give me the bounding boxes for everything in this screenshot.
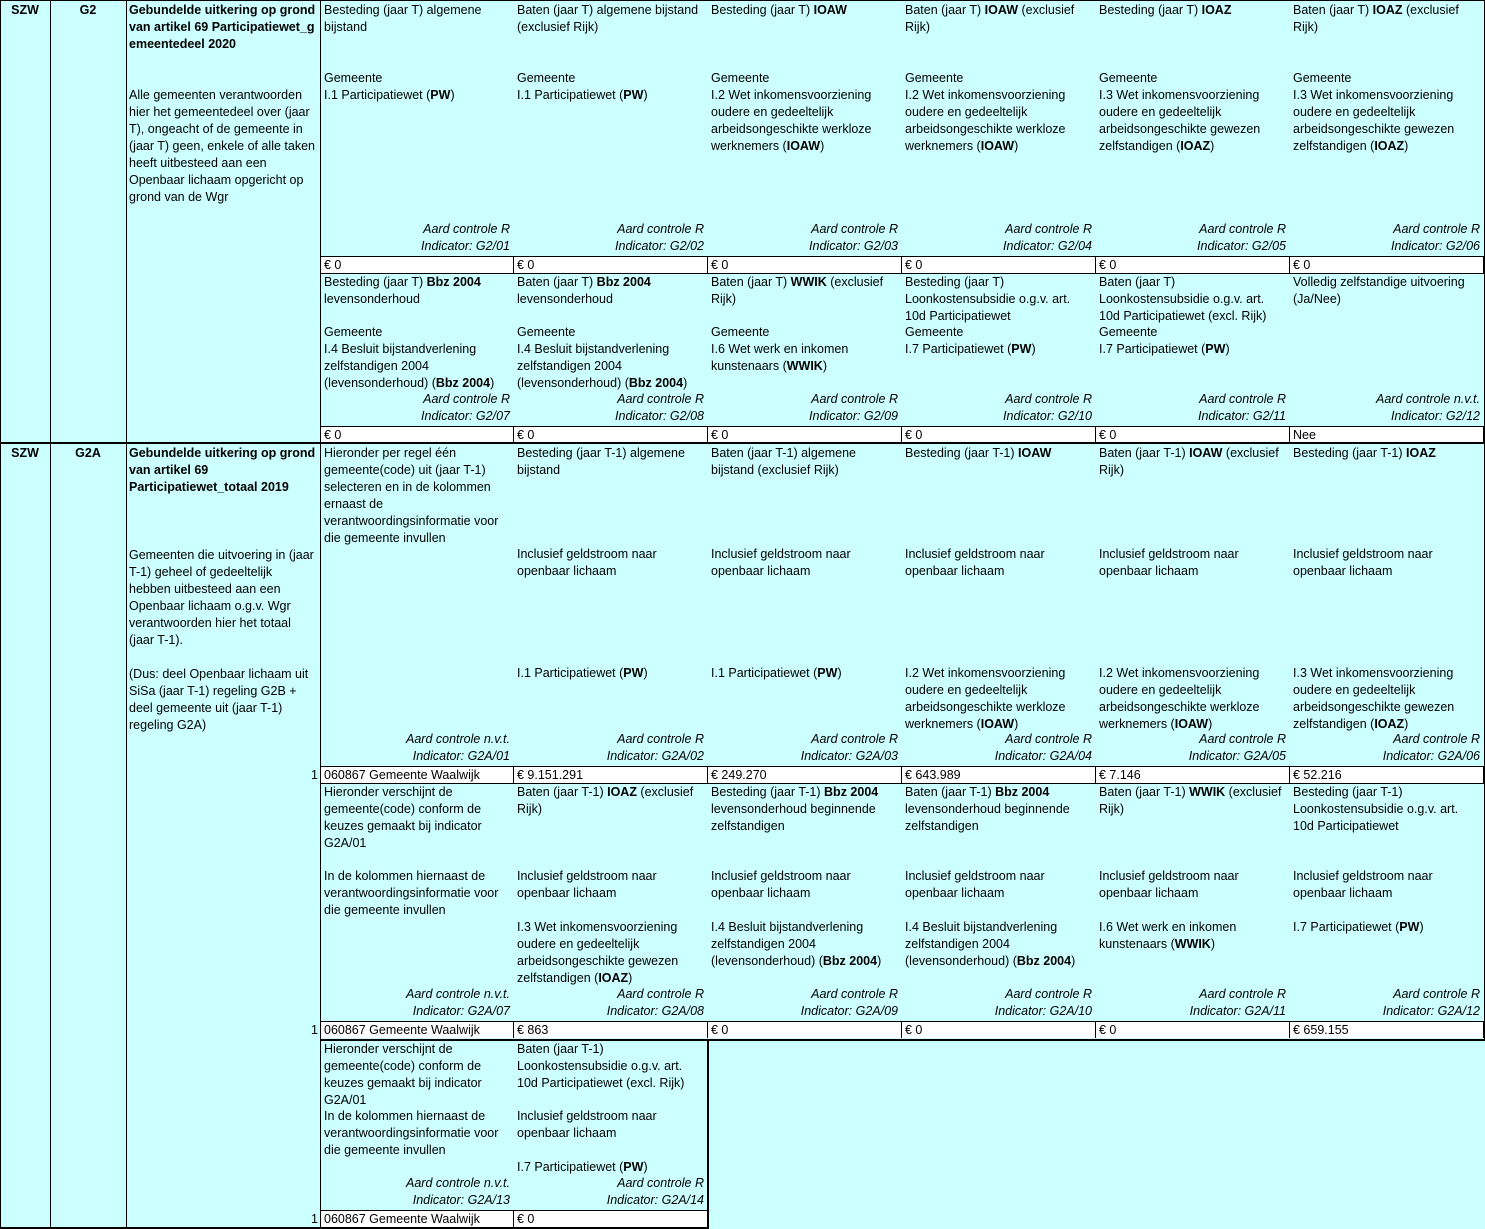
indicator-cell-g2a-5	[1096, 444, 1290, 767]
indicator-code: Indicator: G2A/06	[1382, 749, 1480, 763]
aard-controle: Aard controle R	[617, 732, 704, 746]
control-indicator	[1003, 221, 1092, 255]
control-indicator	[1198, 391, 1286, 425]
cell-sublabel: Inclusief geldstroom naar openbaar lichaam	[711, 547, 855, 578]
cell-regulation: I.2 Wet inkomensvoorziening oudere en gedeeltelijk arbeidsongeschikte werkloze werknemers (IOAW)	[905, 666, 1069, 731]
aard-controle: Aard controle R	[1005, 392, 1092, 406]
indicator-code: Indicator: G2A/07	[412, 1004, 510, 1018]
control-indicator	[1003, 391, 1092, 425]
indicator-code: Indicator: G2/10	[1003, 409, 1092, 423]
value-input[interactable]: € 643.989	[902, 766, 1096, 783]
grid-line	[320, 1039, 1485, 1041]
grid-line	[320, 0, 321, 1229]
indicator-code: Indicator: G2/02	[615, 239, 704, 253]
regulation-note: (Dus: deel Openbaar lichaam uit SiSa (jaar T-1) regeling G2B + deel gemeente uit (jaar T-1) regeling G2A)	[129, 667, 309, 732]
aard-controle: Aard controle R	[1393, 222, 1480, 236]
control-indicator	[1376, 391, 1480, 425]
cell-sublabel: Gemeente	[517, 71, 576, 85]
control-indicator	[615, 221, 704, 255]
indicator-cell-g2-3	[708, 1, 902, 257]
cell-sublabel: Gemeente	[1293, 71, 1352, 85]
aard-controle: Aard controle R	[617, 1176, 704, 1190]
grid-line	[707, 1040, 709, 1229]
regulation-code: G2	[79, 3, 97, 17]
cell-label: Baten (jaar T) IOAW (exclusief Rijk)	[905, 3, 1078, 34]
control-indicator	[406, 986, 510, 1020]
aard-controle: Aard controle R	[811, 392, 898, 406]
cell-regulation: I.3 Wet inkomensvoorziening oudere en gedeeltelijk arbeidsongeschikte gewezen zelfstandigen (IOAZ)	[1099, 88, 1264, 153]
cell-label: Besteding (jaar T) algemene bijstand	[324, 3, 485, 34]
regulation-title: Gebundelde uitkering op grond van artikel 69 Participatiewet_gemeentedeel 2020	[129, 3, 316, 51]
cell-regulation: I.3 Wet inkomensvoorziening oudere en gedeeltelijk arbeidsongeschikte gewezen zelfstandigen (IOAZ)	[1293, 666, 1458, 731]
cell-regulation: I.4 Besluit bijstandverlening zelfstandigen 2004 (levensonderhoud) (Bbz 2004)	[905, 920, 1076, 968]
cell-regulation: I.2 Wet inkomensvoorziening oudere en gedeeltelijk arbeidsongeschikte werkloze werknemers (IOAW)	[711, 88, 875, 153]
indicator-code: Indicator: G2A/04	[994, 749, 1092, 763]
indicator-cell-g2-7	[321, 273, 514, 427]
grid-line	[320, 783, 1485, 784]
cell-sublabel: Gemeente	[517, 325, 576, 339]
value-input[interactable]: € 0	[708, 426, 902, 443]
indicator-cell-g2-5	[1096, 1, 1290, 257]
grid-line	[50, 0, 51, 1229]
indicator-code: Indicator: G2A/08	[606, 1004, 704, 1018]
indicator-code: Indicator: G2/09	[809, 409, 898, 423]
cell-label: Baten (jaar T) Loonkostensubsidie o.g.v. art. 10d Participatiewet (excl. Rijk)	[1099, 275, 1268, 323]
indicator-cell-g2a-4	[902, 444, 1096, 767]
cell-sublabel: Gemeente	[711, 325, 770, 339]
cell-regulation: I.7 Participatiewet (PW)	[905, 342, 1036, 356]
indicator-code: Indicator: G2A/01	[412, 749, 510, 763]
value-input[interactable]: € 9.151.291	[514, 766, 708, 783]
cell-regulation: I.6 Wet werk en inkomen kunstenaars (WWIK)	[1099, 920, 1240, 951]
indicator-cell-g2a-10	[902, 783, 1096, 1022]
indicator-cell-g2a-11	[1096, 783, 1290, 1022]
cell-regulation: I.2 Wet inkomensvoorziening oudere en gedeeltelijk arbeidsongeschikte werkloze werknemers (IOAW)	[905, 88, 1069, 153]
control-indicator	[406, 1175, 510, 1209]
regulation-code: G2A	[75, 446, 101, 460]
value-input[interactable]: € 7.146	[1096, 766, 1290, 783]
grid-line	[0, 442, 1485, 444]
indicator-code: Indicator: G2A/05	[1188, 749, 1286, 763]
indicator-code: Indicator: G2/07	[421, 409, 510, 423]
value-input[interactable]: € 0	[708, 256, 902, 273]
aard-controle: Aard controle R	[811, 222, 898, 236]
indicator-cell-g2a-2	[514, 444, 708, 767]
control-indicator	[421, 221, 510, 255]
value-input[interactable]: Nee	[1290, 426, 1484, 443]
cell-sublabel: Inclusief geldstroom naar openbaar lichaam	[1293, 547, 1437, 578]
cell-label: Besteding (jaar T) IOAZ	[1099, 3, 1232, 17]
indicator-code: Indicator: G2/03	[809, 239, 898, 253]
aard-controle: Aard controle R	[1199, 987, 1286, 1001]
aard-controle: Aard controle R	[423, 222, 510, 236]
aard-controle: Aard controle R	[1199, 392, 1286, 406]
indicator-cell-g2a-9	[708, 783, 902, 1022]
value-input[interactable]: € 52.216	[1290, 766, 1484, 783]
value-input[interactable]: € 0	[1096, 1021, 1290, 1038]
cell-regulation: I.7 Participatiewet (PW)	[517, 1160, 648, 1174]
cell-label: Baten (jaar T-1) algemene bijstand (exclusief Rijk)	[711, 446, 860, 477]
control-indicator	[801, 731, 898, 765]
aard-controle: Aard controle R	[1005, 987, 1092, 1001]
indicator-cell-g2-2	[514, 1, 708, 257]
indicator-code: Indicator: G2A/03	[800, 749, 898, 763]
cell-label: Baten (jaar T-1) Bbz 2004 levensonderhoud beginnende zelfstandigen	[905, 785, 1074, 833]
ministry-code: SZW	[11, 3, 39, 17]
value-input[interactable]: 060867 Gemeente Waalwijk	[321, 1021, 514, 1038]
indicator-cell-g2a-6	[1290, 444, 1484, 767]
cell-sublabel: Gemeente	[1099, 325, 1158, 339]
indicator-cell-g2a-13	[321, 1040, 514, 1211]
control-indicator	[1383, 986, 1480, 1020]
value-input[interactable]: 060867 Gemeente Waalwijk	[321, 1210, 514, 1227]
value-input[interactable]: € 0	[902, 426, 1096, 443]
grid-line	[0, 0, 1485, 1]
indicator-code: Indicator: G2/12	[1391, 409, 1480, 423]
control-indicator	[809, 391, 898, 425]
control-indicator	[1383, 731, 1480, 765]
cell-regulation: I.4 Besluit bijstandverlening zelfstandigen 2004 (levensonderhoud) (Bbz 2004)	[711, 920, 882, 968]
indicator-cell-g2-10	[902, 273, 1096, 427]
cell-label: Besteding (jaar T-1) Bbz 2004 levensonderhoud beginnende zelfstandigen	[711, 785, 882, 833]
cell-sublabel: Gemeente	[1099, 71, 1158, 85]
cell-sublabel: Gemeente	[905, 325, 964, 339]
indicator-code: Indicator: G2A/09	[800, 1004, 898, 1018]
grid-line	[320, 273, 1485, 274]
regulation-title: Gebundelde uitkering op grond van artikel 69 Participatiewet_totaal 2019	[129, 446, 316, 494]
aard-controle: Aard controle R	[423, 392, 510, 406]
indicator-cell-g2-12	[1290, 273, 1484, 427]
cell-label: Baten (jaar T) WWIK (exclusief Rijk)	[711, 275, 887, 306]
cell-sublabel: Inclusief geldstroom naar openbaar lichaam	[517, 547, 661, 578]
control-indicator	[607, 986, 704, 1020]
indicator-code: Indicator: G2/06	[1391, 239, 1480, 253]
cell-label: Besteding (jaar T-1) Loonkostensubsidie o.g.v. art. 10d Participatiewet	[1293, 785, 1462, 833]
cell-sublabel: Inclusief geldstroom naar openbaar lichaam	[1099, 869, 1243, 900]
value-input[interactable]: € 863	[514, 1021, 708, 1038]
control-indicator	[995, 986, 1092, 1020]
value-input[interactable]: € 0	[902, 1021, 1096, 1038]
cell-regulation: I.1 Participatiewet (PW)	[711, 666, 842, 680]
cell-label: Baten (jaar T-1) WWIK (exclusief Rijk)	[1099, 785, 1285, 816]
grid-line	[126, 0, 127, 1229]
control-indicator	[607, 1175, 704, 1209]
indicator-code: Indicator: G2A/02	[606, 749, 704, 763]
aard-controle: Aard controle n.v.t.	[406, 987, 510, 1001]
value-input[interactable]: € 0	[514, 426, 708, 443]
control-indicator	[1197, 221, 1286, 255]
cell-sublabel: Inclusief geldstroom naar openbaar lichaam	[905, 869, 1049, 900]
cell-regulation: I.4 Besluit bijstandverlening zelfstandigen 2004 (levensonderhoud) (Bbz 2004)	[324, 342, 495, 390]
aard-controle: Aard controle R	[1005, 732, 1092, 746]
cell-regulation: I.3 Wet inkomensvoorziening oudere en gedeeltelijk arbeidsongeschikte gewezen zelfstandigen (IOAZ)	[1293, 88, 1458, 153]
aard-controle: Aard controle R	[617, 222, 704, 236]
cell-sublabel: Inclusief geldstroom naar openbaar lichaam	[1099, 547, 1243, 578]
aard-controle: Aard controle R	[811, 987, 898, 1001]
aard-controle: Aard controle n.v.t.	[406, 1176, 510, 1190]
indicator-cell-g2-9	[708, 273, 902, 427]
indicator-code: Indicator: G2/05	[1197, 239, 1286, 253]
cell-label: Besteding (jaar T) Bbz 2004 levensonderhoud	[324, 275, 485, 306]
indicator-cell-g2-8	[514, 273, 708, 427]
cell-label: Baten (jaar T-1) Loonkostensubsidie o.g.v. art. 10d Participatiewet (excl. Rijk)	[517, 1042, 686, 1090]
cell-sublabel: Gemeente	[324, 71, 383, 85]
cell-sublabel: Inclusief geldstroom naar openbaar lichaam	[517, 869, 661, 900]
indicator-cell-g2a-14	[514, 1040, 708, 1211]
cell-regulation: I.1 Participatiewet (PW)	[517, 666, 648, 680]
control-indicator	[1190, 986, 1286, 1020]
aard-controle: Aard controle R	[617, 392, 704, 406]
cell-label: Volledig zelfstandige uitvoering (Ja/Nee)	[1293, 275, 1469, 306]
cell-label: Baten (jaar T) IOAZ (exclusief Rijk)	[1293, 3, 1463, 34]
indicator-code: Indicator: G2/04	[1003, 239, 1092, 253]
indicator-code: Indicator: G2A/11	[1189, 1004, 1286, 1018]
cell-sublabel: Gemeente	[324, 325, 383, 339]
value-input[interactable]: € 0	[514, 1210, 708, 1227]
control-indicator	[421, 391, 510, 425]
regulation-description: Gemeenten die uitvoering in (jaar T-1) geheel of gedeeltelijk hebben uitbesteed aan een Openbaar lichaam o.g.v. Wgr verantwoorden hier het totaal (jaar T-1).	[129, 548, 314, 647]
indicator-code: Indicator: G2/11	[1197, 409, 1286, 423]
control-indicator	[1391, 221, 1480, 255]
indicator-cell-g2-6	[1290, 1, 1484, 257]
control-indicator	[1189, 731, 1286, 765]
cell-regulation: I.7 Participatiewet (PW)	[1293, 920, 1424, 934]
cell-label: Besteding (jaar T-1) IOAW	[905, 446, 1052, 460]
cell-label: Besteding (jaar T) Loonkostensubsidie o.g.v. art. 10d Participatiewet	[905, 275, 1074, 323]
ministry-code: SZW	[11, 446, 39, 460]
indicator-code: Indicator: G2A/12	[1382, 1004, 1480, 1018]
cell-sublabel: Inclusief geldstroom naar openbaar lichaam	[905, 547, 1049, 578]
value-input[interactable]: 060867 Gemeente Waalwijk	[321, 766, 514, 783]
value-input[interactable]: € 0	[708, 1021, 902, 1038]
aard-controle: Aard controle R	[1199, 732, 1286, 746]
aard-controle: Aard controle R	[811, 732, 898, 746]
value-input[interactable]: € 0	[1290, 256, 1484, 273]
indicator-cell-g2-11	[1096, 273, 1290, 427]
aard-controle: Aard controle R	[1005, 222, 1092, 236]
control-indicator	[607, 731, 704, 765]
cell-sublabel: Gemeente	[905, 71, 964, 85]
cell-sublabel: Inclusief geldstroom naar openbaar lichaam	[1293, 869, 1437, 900]
indicator-cell-g2a-3	[708, 444, 902, 767]
cell-label: Hieronder verschijnt de gemeente(code) conform de keuzes gemaakt bij indicator G2A/01	[324, 785, 486, 850]
aard-controle: Aard controle R	[1199, 222, 1286, 236]
value-input[interactable]: € 0	[1096, 426, 1290, 443]
cell-label: Besteding (jaar T-1) algemene bijstand	[517, 446, 689, 477]
cell-label: Baten (jaar T) Bbz 2004 levensonderhoud	[517, 275, 655, 306]
aard-controle: Aard controle R	[1393, 732, 1480, 746]
control-indicator	[406, 731, 510, 765]
indicator-code: Indicator: G2A/10	[994, 1004, 1092, 1018]
indicator-cell-g2a-8	[514, 783, 708, 1022]
regulation-description: Alle gemeenten verantwoorden hier het gemeentedeel over (jaar T), ongeacht of de gemeente in (jaar T) geen, enkele of alle taken heeft uitbesteed aan een Openbaar lichaam opgericht op grond van de Wgr	[129, 88, 315, 204]
value-input[interactable]: € 0	[321, 256, 514, 273]
cell-regulation: I.4 Besluit bijstandverlening zelfstandigen 2004 (levensonderhoud) (Bbz 2004)	[517, 342, 688, 390]
row-number: 1	[311, 1023, 318, 1037]
value-input[interactable]: € 249.270	[708, 766, 902, 783]
value-input[interactable]: € 0	[514, 256, 708, 273]
cell-label: Hieronder per regel één gemeente(code) uit (jaar T-1) selecteren en in de kolommen ernaast de verantwoordingsinformatie voor die gemeente invullen	[324, 446, 502, 545]
indicator-code: Indicator: G2/01	[421, 239, 510, 253]
cell-label: Besteding (jaar T-1) IOAZ	[1293, 446, 1436, 460]
indicator-cell-g2-4	[902, 1, 1096, 257]
cell-regulation: I.3 Wet inkomensvoorziening oudere en gedeeltelijk arbeidsongeschikte gewezen zelfstandigen (IOAZ)	[517, 920, 682, 985]
aard-controle: Aard controle R	[617, 987, 704, 1001]
value-input[interactable]: € 0	[902, 256, 1096, 273]
indicator-code: Indicator: G2A/13	[412, 1193, 510, 1207]
value-input[interactable]: € 0	[321, 426, 514, 443]
cell-sublabel: Gemeente	[711, 71, 770, 85]
value-input[interactable]: € 0	[1096, 256, 1290, 273]
indicator-code: Indicator: G2/08	[615, 409, 704, 423]
indicator-cell-g2-1	[321, 1, 514, 257]
cell-sublabel: Inclusief geldstroom naar openbaar lichaam	[517, 1109, 661, 1140]
control-indicator	[809, 221, 898, 255]
indicator-cell-g2a-7	[321, 783, 514, 1022]
control-indicator	[995, 731, 1092, 765]
indicator-code: Indicator: G2A/14	[606, 1193, 704, 1207]
cell-sublabel: In de kolommen hiernaast de verantwoordingsinformatie voor die gemeente invullen	[324, 869, 502, 917]
control-indicator	[615, 391, 704, 425]
indicator-cell-g2a-1	[321, 444, 514, 767]
cell-label: Besteding (jaar T) IOAW	[711, 3, 847, 17]
cell-regulation: I.6 Wet werk en inkomen kunstenaars (WWIK)	[711, 342, 852, 373]
aard-controle: Aard controle n.v.t.	[406, 732, 510, 746]
cell-label: Baten (jaar T-1) IOAZ (exclusief Rijk)	[517, 785, 697, 816]
cell-regulation: I.1 Participatiewet (PW)	[324, 88, 455, 102]
grid-line	[0, 0, 1, 1229]
cell-sublabel: Inclusief geldstroom naar openbaar lichaam	[711, 869, 855, 900]
cell-sublabel: In de kolommen hiernaast de verantwoordingsinformatie voor die gemeente invullen	[324, 1109, 502, 1157]
cell-label: Baten (jaar T) algemene bijstand (exclusief Rijk)	[517, 3, 702, 34]
row-number: 1	[311, 768, 318, 782]
cell-label: Hieronder verschijnt de gemeente(code) conform de keuzes gemaakt bij indicator G2A/01	[324, 1042, 486, 1107]
row-number: 1	[311, 1212, 318, 1226]
aard-controle: Aard controle n.v.t.	[1376, 392, 1480, 406]
indicator-cell-g2a-12	[1290, 783, 1484, 1022]
cell-regulation: I.2 Wet inkomensvoorziening oudere en gedeeltelijk arbeidsongeschikte werkloze werknemers (IOAW)	[1099, 666, 1263, 731]
cell-regulation: I.7 Participatiewet (PW)	[1099, 342, 1230, 356]
control-indicator	[801, 986, 898, 1020]
cell-regulation: I.1 Participatiewet (PW)	[517, 88, 648, 102]
cell-label: Baten (jaar T-1) IOAW (exclusief Rijk)	[1099, 446, 1283, 477]
aard-controle: Aard controle R	[1393, 987, 1480, 1001]
value-input[interactable]: € 659.155	[1290, 1021, 1484, 1038]
